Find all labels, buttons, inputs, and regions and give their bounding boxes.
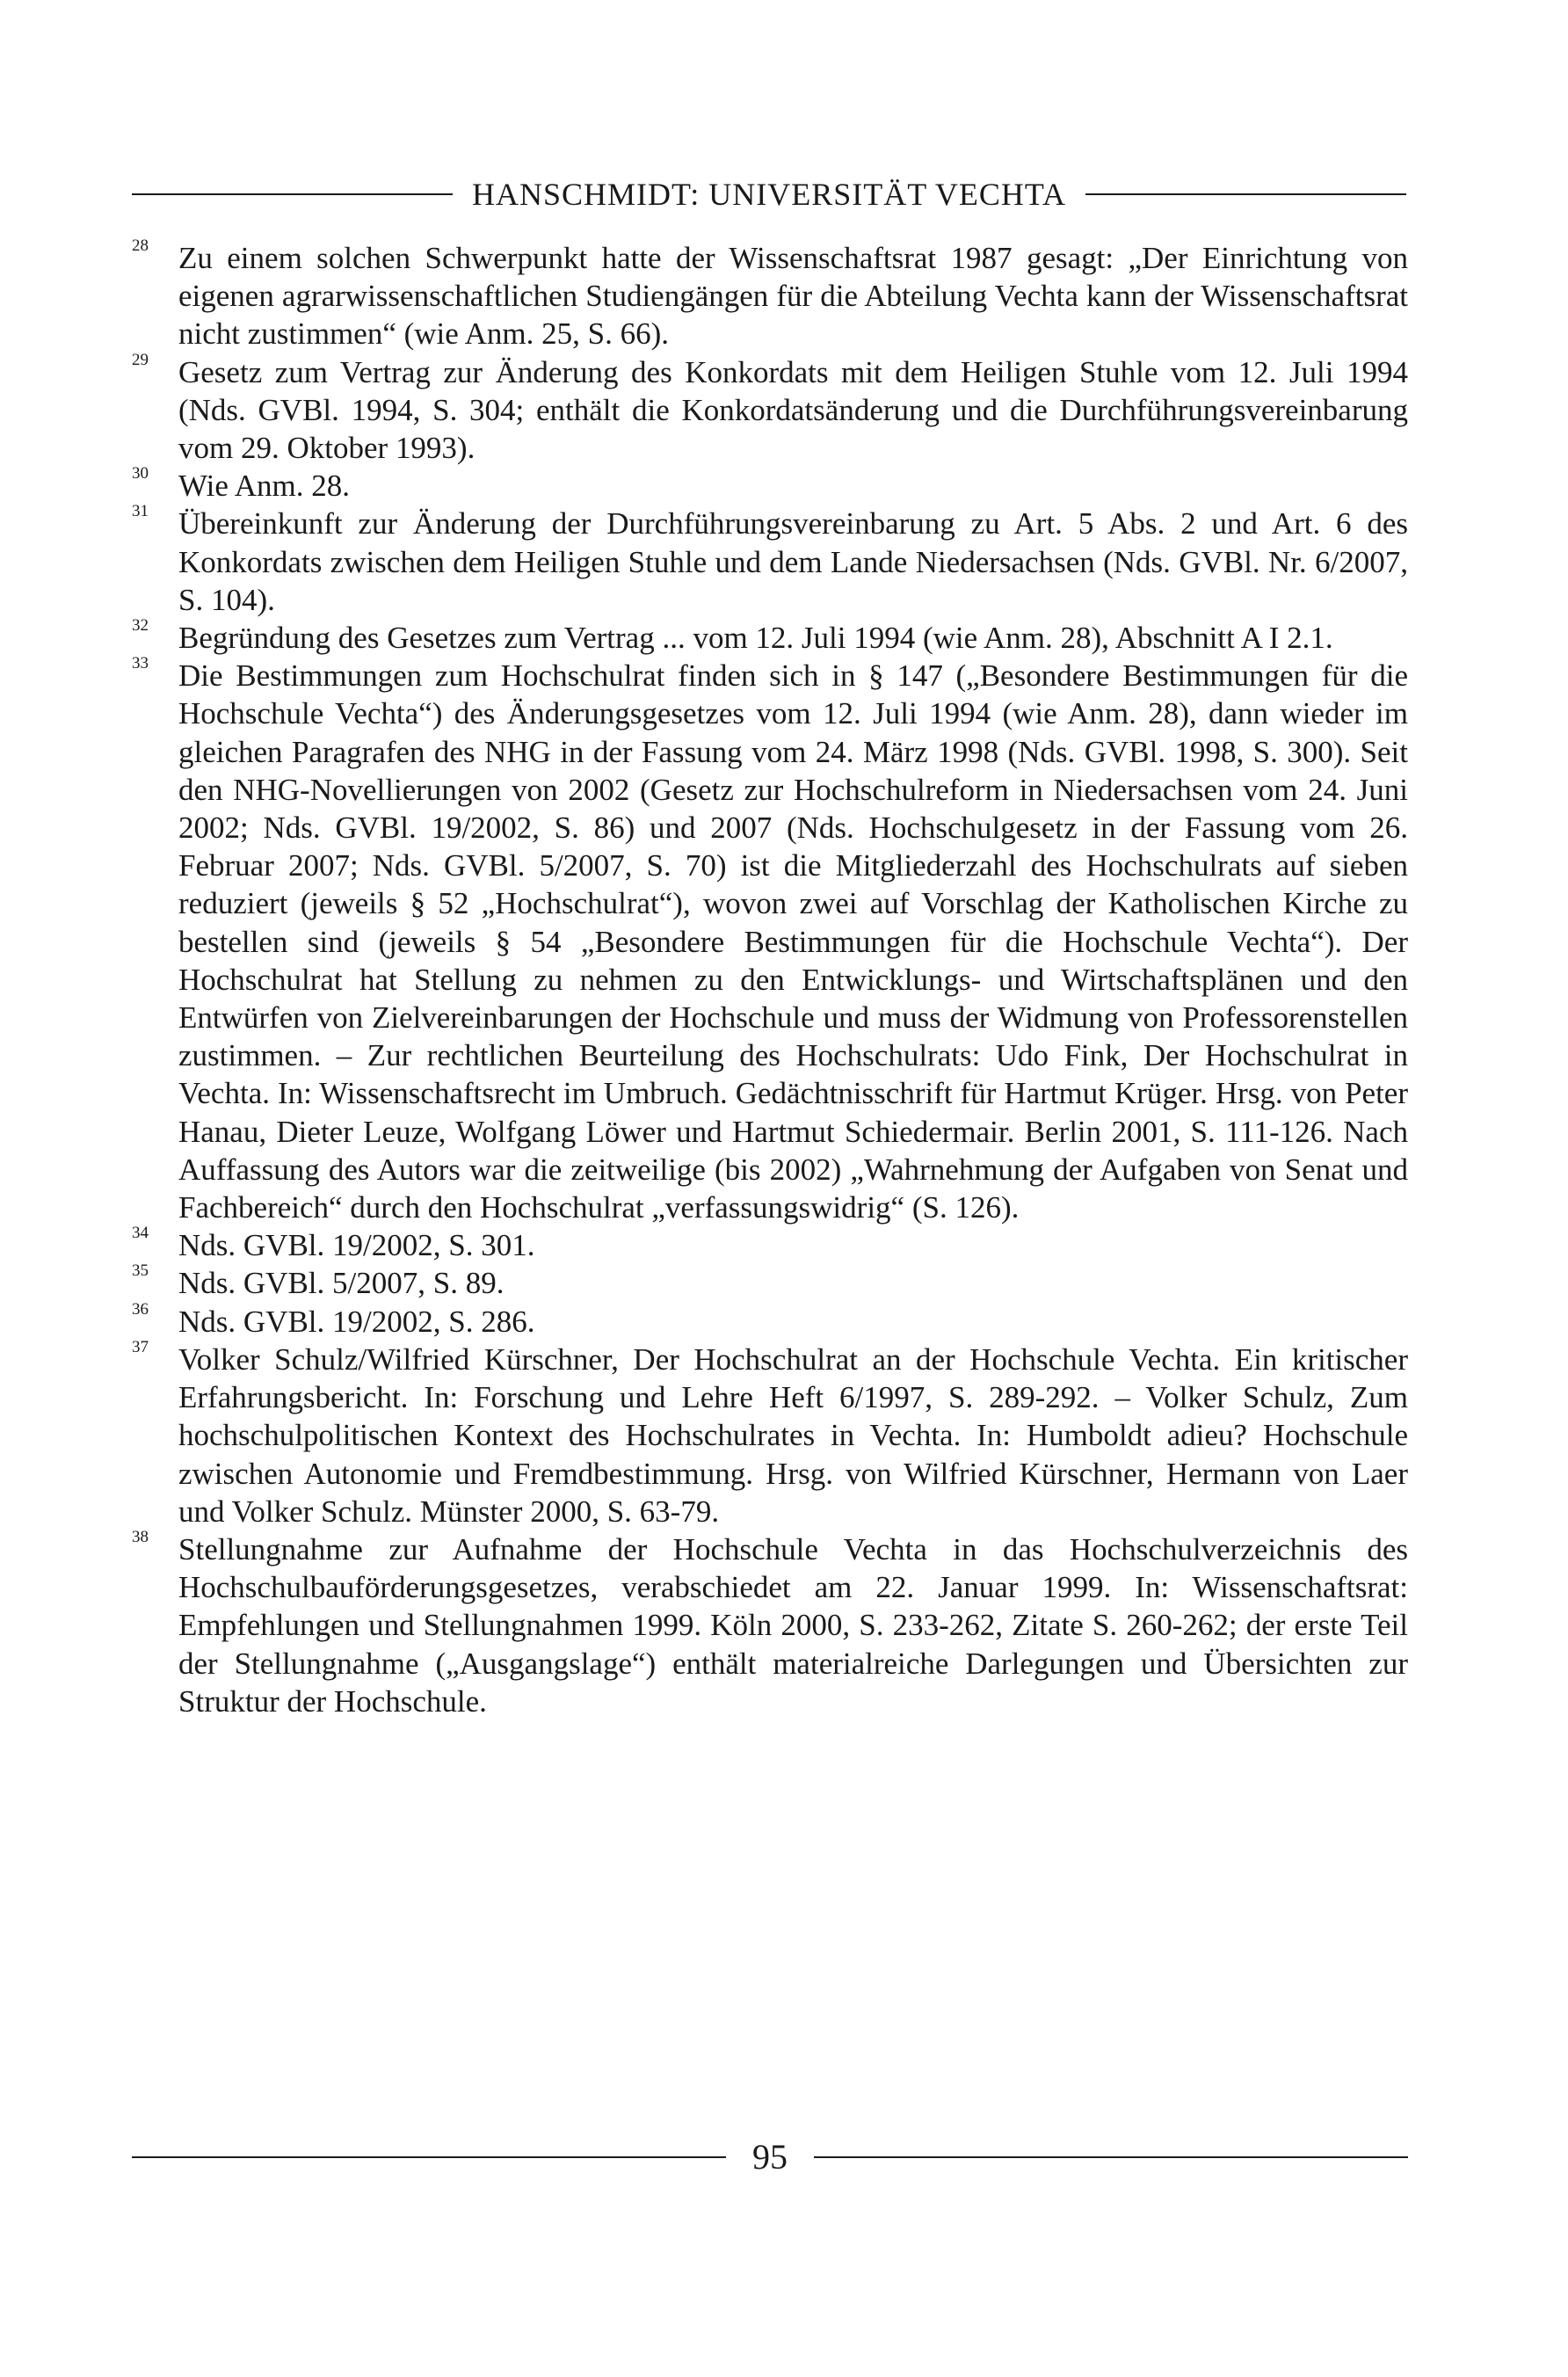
footer-rule-right bbox=[814, 2156, 1408, 2158]
footnote-text: Begründung des Gesetzes zum Vertrag ... vom 12. Juli 1994 (wie Anm. 28), Abschnitt A I 2.1. bbox=[178, 621, 1333, 656]
footnote-37 bbox=[132, 1337, 1408, 1530]
footnote-text: Nds. GVBl. 19/2002, S. 286. bbox=[178, 1304, 535, 1339]
footnote-number: 38 bbox=[132, 1527, 149, 1546]
footnote-text: Nds. GVBl. 19/2002, S. 301. bbox=[178, 1228, 535, 1263]
footnote-text: Übereinkunft zur Änderung der Durchführungsvereinbarung zu Art. 5 Abs. 2 und Art. 6 des Konkordats zwischen dem Heiligen Stuhle und dem Lande Niedersachsen (Nds. GVBl. Nr. 6/2007, S. 104). bbox=[178, 506, 1408, 617]
footnote-number: 29 bbox=[132, 350, 149, 369]
footnote-33 bbox=[132, 654, 1408, 1226]
footnote-number: 31 bbox=[132, 502, 149, 521]
header-rule-right bbox=[1085, 193, 1406, 195]
footer-rule-left bbox=[132, 2156, 726, 2158]
footnote-number: 30 bbox=[132, 464, 149, 483]
footnote-number: 34 bbox=[132, 1224, 149, 1243]
footnote-29 bbox=[132, 350, 1408, 468]
footnote-28 bbox=[132, 236, 1408, 353]
footnote-text: Nds. GVBl. 5/2007, S. 89. bbox=[178, 1266, 505, 1301]
footnote-text: Volker Schulz/Wilfried Kürschner, Der Hochschulrat an der Hochschule Vechta. Ein kritischer Erfahrungsbericht. In: Forschung und Lehre Heft 6/1997, S. 289-292. – Volker Schulz, Zum hochschulpolitischen Kontext des Hochschulrates in Vechta. In: Humboldt adieu? Hochschule zwischen Autonomie und Fremdbestimmung. Hrsg. von Wilfried Kürschner, Hermann von Laer und Volker Schulz. Münster 2000, S. 63-79. bbox=[178, 1341, 1408, 1529]
footnote-number: 33 bbox=[132, 654, 149, 673]
footnote-number: 32 bbox=[132, 616, 149, 636]
header-rule-left bbox=[132, 193, 453, 195]
footnote-30 bbox=[132, 464, 1408, 505]
footnote-36 bbox=[132, 1299, 1408, 1341]
footnote-35 bbox=[132, 1261, 1408, 1302]
footnote-text: Zu einem solchen Schwerpunkt hatte der Wissenschaftsrat 1987 gesagt: „Der Einrichtung von eigenen agrarwissenschaftlichen Studiengängen für die Abteilung Vechta kann der Wissenschaftsrat nicht zustimmen“ (wie Anm. 25, S. 66). bbox=[178, 241, 1408, 352]
footnote-number: 37 bbox=[132, 1337, 149, 1356]
footnotes bbox=[132, 236, 1408, 1720]
footnote-number: 35 bbox=[132, 1261, 149, 1281]
footnote-31 bbox=[132, 502, 1408, 619]
footnote-number: 36 bbox=[132, 1299, 149, 1319]
page-footer bbox=[132, 2136, 1408, 2177]
footnote-text: Wie Anm. 28. bbox=[178, 469, 350, 504]
footnote-32 bbox=[132, 616, 1408, 657]
running-title: HANSCHMIDT: UNIVERSITÄT VECHTA bbox=[472, 177, 1066, 212]
footnote-text: Stellungnahme zur Aufnahme der Hochschule Vechta in das Hochschulverzeichnis des Hochschulbauförderungsgesetzes, verabschiedet am 22. Januar 1999. In: Wissenschaftsrat: Empfehlungen und Stellungnahmen 1999. Köln 2000, S. 233-262, Zitate S. 260-262; der erste Teil der Stellungnahme („Ausgangslage“) enthält materialreiche Darlegungen und Übersichten zur Struktur der Hochschule. bbox=[178, 1531, 1408, 1719]
footnote-number: 28 bbox=[132, 236, 149, 255]
running-head bbox=[132, 176, 1406, 213]
footnote-text: Gesetz zum Vertrag zur Änderung des Konkordats mit dem Heiligen Stuhle vom 12. Juli 1994 (Nds. GVBl. 1994, S. 304; enthält die Konkordatsänderung und die Durchführungsvereinbarung vom 29. Oktober 1993). bbox=[178, 354, 1408, 466]
footnote-text: Die Bestimmungen zum Hochschulrat finden sich in § 147 („Besondere Bestimmungen für die Hochschule Vechta“) des Änderungsgesetzes vom 12. Juli 1994 (wie Anm. 28), dann wieder im gleichen Paragrafen des NHG in der Fassung vom 24. März 1998 (Nds. GVBl. 1998, S. 300). Seit den NHG-Novellierungen von 2002 (Gesetz zur Hochschulreform in Niedersachsen vom 24. Juni 2002; Nds. GVBl. 19/2002, S. 86) und 2007 (Nds. Hochschulgesetz in der Fassung vom 26. Februar 2007; Nds. GVBl. 5/2007, S. 70) ist die Mitgliederzahl des Hochschulrats auf sieben reduziert (jeweils § 52 „Hochschulrat“), wovon zwei auf Vorschlag der Katholischen Kirche zu bestellen sind (jeweils § 54 „Besondere Bestimmungen für die Hochschule Vechta“). Der Hochschulrat hat Stellung zu nehmen zu den Entwicklungs- und Wirtschaftsplänen und den Entwürfen von Zielvereinbarungen der Hochschule und muss der Widmung von Professorenstellen zustimmen. – Zur rechtlichen Beurteilung des Hochschulrats: Udo Fink, Der Hochschulrat in Vechta. In: Wissenschaftsrecht im Umbruch. Gedächtnisschrift für Hartmut Krüger. Hrsg. von Peter Hanau, Dieter Leuze, Wolfgang Löwer und Hartmut Schiedermair. Berlin 2001, S. 111-126. Nach Auffassung des Autors war die zeitweilige (bis 2002) „Wahrnehmung der Aufgaben von Senat und Fachbereich“ durch den Hochschulrat „verfassungswidrig“ (S. 126). bbox=[178, 658, 1408, 1225]
footnote-34 bbox=[132, 1226, 1408, 1264]
page-number: 95 bbox=[752, 2137, 788, 2177]
footnote-38 bbox=[132, 1527, 1408, 1720]
